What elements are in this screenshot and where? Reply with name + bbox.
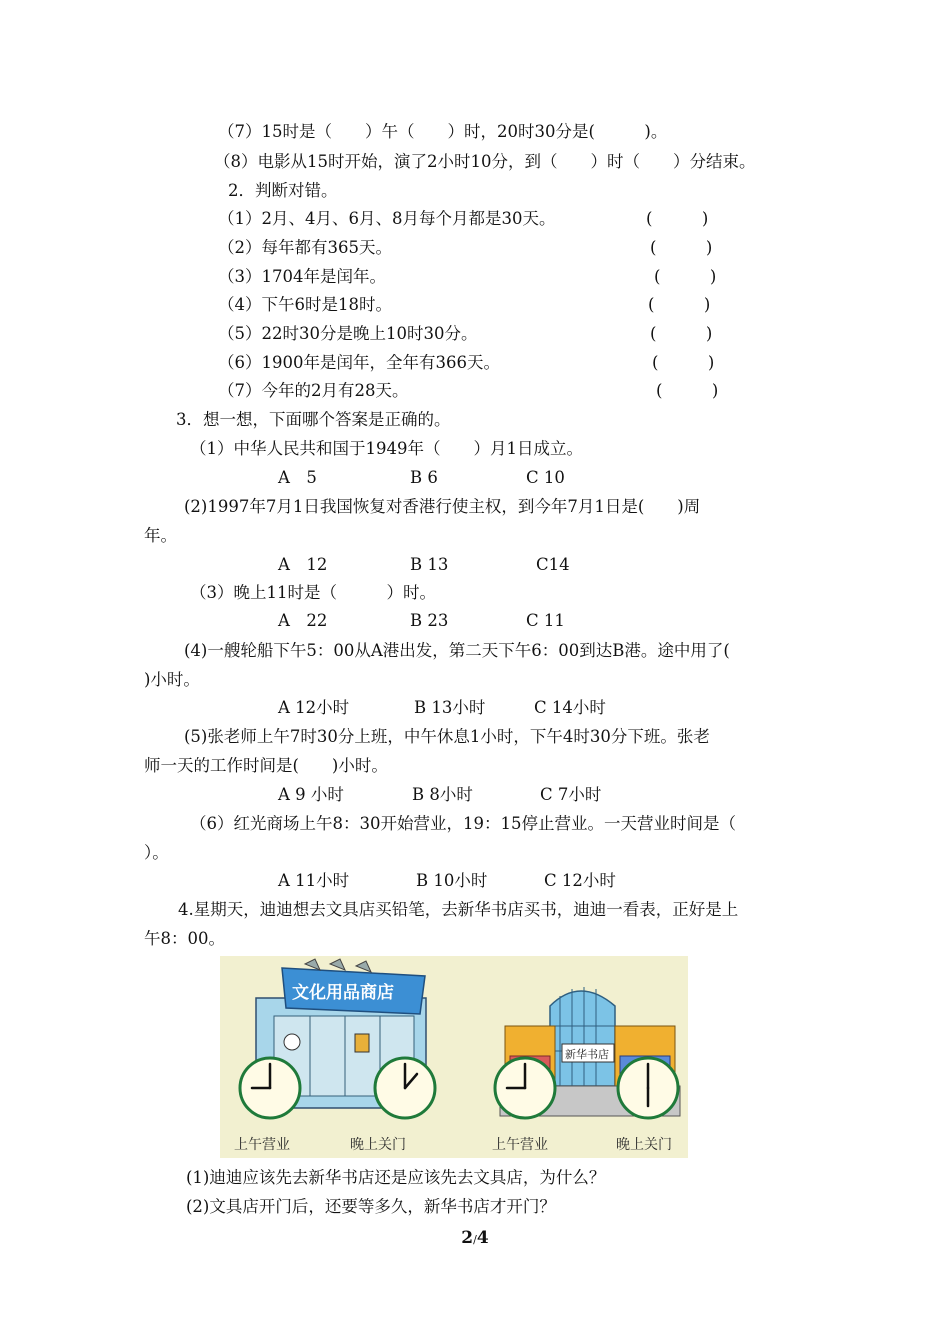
- choice-q6-b: B 10小时: [416, 871, 488, 890]
- tf-blank-6: ( ): [652, 353, 715, 372]
- page-separator: /: [473, 1233, 477, 1246]
- choice-q2-line1: (2)1997年7月1日我国恢复对香港行使主权，到今年7月1日是( )周: [184, 497, 701, 516]
- tf-item-4: （4）下午6时是18时。: [218, 295, 392, 314]
- choice-q5-line2: 师一天的工作时间是( )小时。: [144, 756, 388, 775]
- tf-item-1: （1）2月、4月、6月、8月每个月都是30天。: [218, 209, 556, 228]
- tf-item-2: （2）每年都有365天。: [218, 238, 392, 257]
- choice-q1-b: B 6: [410, 468, 438, 487]
- choice-q2-line2: 年。: [144, 526, 177, 545]
- choice-q1: （1）中华人民共和国于1949年（ ）月1日成立。: [190, 439, 583, 458]
- choice-q6-c: C 12小时: [544, 871, 616, 890]
- stationery-store-sign: 文化用品商店: [292, 983, 394, 1003]
- section-4-line2: 午8：00。: [144, 929, 225, 948]
- question-1-8: （8）电影从15时开始，演了2小时10分，到（ ）时（ ）分结束。: [214, 152, 756, 171]
- shops-drawing: [220, 956, 688, 1158]
- page-current: 2: [461, 1228, 474, 1248]
- section-4-line1: 4.星期天，迪迪想去文具店买铅笔，去新华书店买书，迪迪一看表，正好是上: [178, 900, 739, 919]
- choice-q4-line2: )小时。: [144, 670, 200, 689]
- choice-q1-a: A 5: [278, 468, 317, 487]
- choice-q2-a: A 12: [278, 555, 328, 574]
- choice-q5-b: B 8小时: [412, 785, 473, 804]
- tf-blank-5: ( ): [650, 324, 713, 343]
- choice-q5-a: A 9 小时: [278, 785, 344, 804]
- choice-q5-line1: (5)张老师上午7时30分上班，中午休息1小时，下午4时30分下班。张老: [184, 727, 710, 746]
- section-2-heading: 2．判断对错。: [228, 181, 338, 200]
- bookstore-sign: 新华书店: [565, 1048, 609, 1061]
- choice-q4-c: C 14小时: [534, 698, 606, 717]
- shops-illustration: [220, 956, 688, 1158]
- page-total: 4: [476, 1228, 489, 1248]
- choice-q3-a: A 22: [278, 611, 328, 630]
- choice-q4-line1: (4)一艘轮船下午5：00从A港出发，第二天下午6：00到达B港。途中用了(: [184, 641, 730, 660]
- choice-q2-c: C14: [536, 555, 570, 574]
- tf-item-6: （6）1900年是闰年，全年有366天。: [218, 353, 500, 372]
- tf-blank-4: ( ): [648, 295, 711, 314]
- section-3-heading: 3．想一想，下面哪个答案是正确的。: [176, 410, 451, 429]
- choice-q5-c: C 7小时: [540, 785, 602, 804]
- caption-open-bookstore: 上午营业: [492, 1137, 548, 1153]
- tf-item-3: （3）1704年是闰年。: [218, 267, 386, 286]
- choice-q4-b: B 13小时: [414, 698, 486, 717]
- tf-item-7: （7）今年的2月有28天。: [218, 381, 409, 400]
- tf-blank-1: ( ): [646, 209, 709, 228]
- choice-q4-a: A 12小时: [278, 698, 350, 717]
- choice-q2-b: B 13: [410, 555, 449, 574]
- caption-close-stationery: 晚上关门: [350, 1137, 406, 1153]
- section-4-sub1: (1)迪迪应该先去新华书店还是应该先去文具店，为什么？: [186, 1168, 606, 1187]
- caption-close-bookstore: 晚上关门: [616, 1137, 672, 1153]
- caption-open-stationery: 上午营业: [234, 1137, 290, 1153]
- tf-blank-3: ( ): [654, 267, 717, 286]
- choice-q6-a: A 11小时: [278, 871, 350, 890]
- choice-q3-b: B 23: [410, 611, 449, 630]
- choice-q6-line1: （6）红光商场上午8：30开始营业，19：15停止营业。一天营业时间是（: [190, 814, 736, 833]
- tf-blank-2: ( ): [650, 238, 713, 257]
- question-1-7: （7）15时是（ ）午（ ）时，20时30分是( )。: [218, 122, 668, 141]
- page-number: [0, 1228, 950, 1248]
- choice-q3-c: C 11: [526, 611, 565, 630]
- choice-q3: （3）晚上11时是（ ）时。: [190, 583, 436, 602]
- tf-blank-7: ( ): [656, 381, 719, 400]
- choice-q1-c: C 10: [526, 468, 565, 487]
- tf-item-5: （5）22时30分是晚上10时30分。: [218, 324, 478, 343]
- section-4-sub2: (2)文具店开门后，还要等多久，新华书店才开门？: [186, 1197, 556, 1216]
- choice-q6-line2: ）。: [144, 843, 169, 862]
